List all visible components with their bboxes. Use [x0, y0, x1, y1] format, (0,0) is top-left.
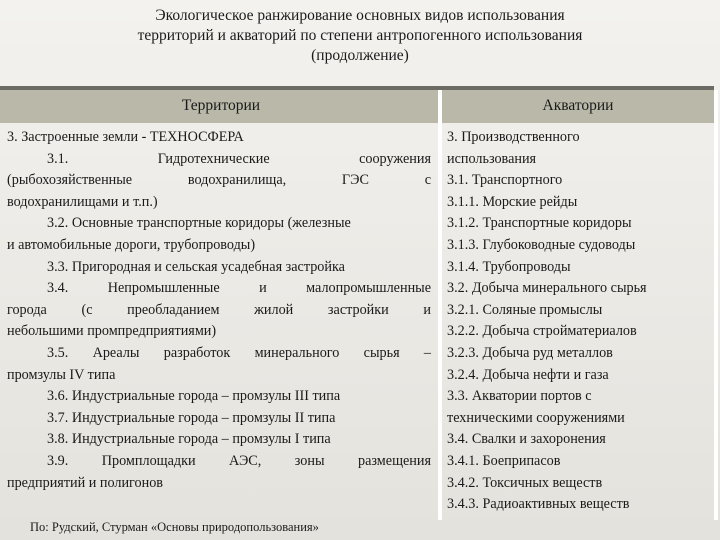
territory-line: 3.9. Промплощадки АЭС, зоны размещения: [47, 452, 431, 469]
water-area-line: 3.2.3. Добыча руд металлов: [447, 344, 613, 361]
water-area-line: 3.4.2. Токсичных веществ: [447, 474, 603, 491]
water-area-line: 3.1. Транспортного: [447, 172, 563, 189]
territory-line: города (с преобладанием жилой застройки и: [7, 301, 431, 318]
water-area-line: 3.1.3. Глубоководные судоводы: [447, 236, 636, 253]
territory-line: 3.4. Непромышленные и малопромышленные: [47, 280, 431, 297]
water-area-line: 3.2. Добыча минерального сырья: [447, 280, 647, 297]
water-area-line: 3.2.4. Добыча нефти и газа: [447, 366, 609, 383]
ranking-table: [0, 86, 714, 520]
territory-line: 3.2. Основные транспортные коридоры (железные: [47, 215, 351, 232]
territory-line: предприятий и полигонов: [7, 474, 164, 491]
title-line: (продолжение): [311, 47, 409, 64]
table-right-border: [714, 90, 718, 520]
source-note: По: Рудский, Стурман «Основы природопользования»: [30, 520, 319, 534]
territories-column: [7, 127, 431, 494]
water-area-line: 3. Производственного: [447, 129, 580, 145]
water-area-line: 3.1.2. Транспортные коридоры: [447, 215, 632, 232]
water-area-line: 3.1.1. Морские рейды: [447, 193, 578, 210]
territory-line: 3.8. Индустриальные города – промзулы I типа: [47, 431, 331, 448]
territory-line: промзулы IV типа: [7, 366, 116, 383]
territory-line: 3. Застроенные земли - ТЕХНОСФЕРА: [7, 129, 244, 145]
water-area-line: 3.4.1. Боеприпасов: [447, 452, 561, 469]
territory-line: водохранилищами и т.п.): [7, 193, 158, 210]
water-area-line: 3.2.1. Соляные промыслы: [447, 301, 603, 318]
territory-line: 3.1. Гидротехнические сооружения: [47, 150, 431, 167]
water-area-line: использования: [447, 150, 537, 167]
header-territories: Территории: [181, 97, 261, 114]
header-water-areas: Акватории: [542, 97, 614, 114]
column-divider: [438, 90, 442, 520]
territory-line: и автомобильные дороги, трубопроводы): [7, 236, 256, 253]
table-header-row: [0, 90, 714, 123]
slide-title: [40, 6, 680, 66]
water-area-line: 3.2.2. Добыча стройматериалов: [447, 323, 637, 340]
territory-line: небольшими промпредприятиями): [7, 323, 217, 340]
territory-line: 3.6. Индустриальные города – промзулы III типа: [47, 388, 341, 405]
water-area-line: 3.3. Акватории портов с: [447, 388, 592, 405]
water-area-line: техническими сооружениями: [447, 409, 625, 426]
territory-line: 3.5. Ареалы разработок минерального сырья –: [47, 344, 431, 361]
water-area-line: 3.4.3. Радиоактивных веществ: [447, 496, 630, 513]
title-line: Экологическое ранжирование основных видов использования: [155, 7, 565, 24]
title-line: территорий и акваторий по степени антропогенного использования: [137, 27, 583, 44]
water-area-line: 3.1.4. Трубопроводы: [447, 258, 571, 275]
territory-line: 3.3. Пригородная и сельская усадебная застройка: [47, 258, 345, 275]
water-areas-column: [447, 127, 709, 516]
territory-line: (рыбохозяйственные водохранилища, ГЭС с: [7, 172, 431, 189]
territory-line: 3.7. Индустриальные города – промзулы II типа: [47, 409, 336, 426]
water-area-line: 3.4. Свалки и захоронения: [447, 431, 606, 448]
